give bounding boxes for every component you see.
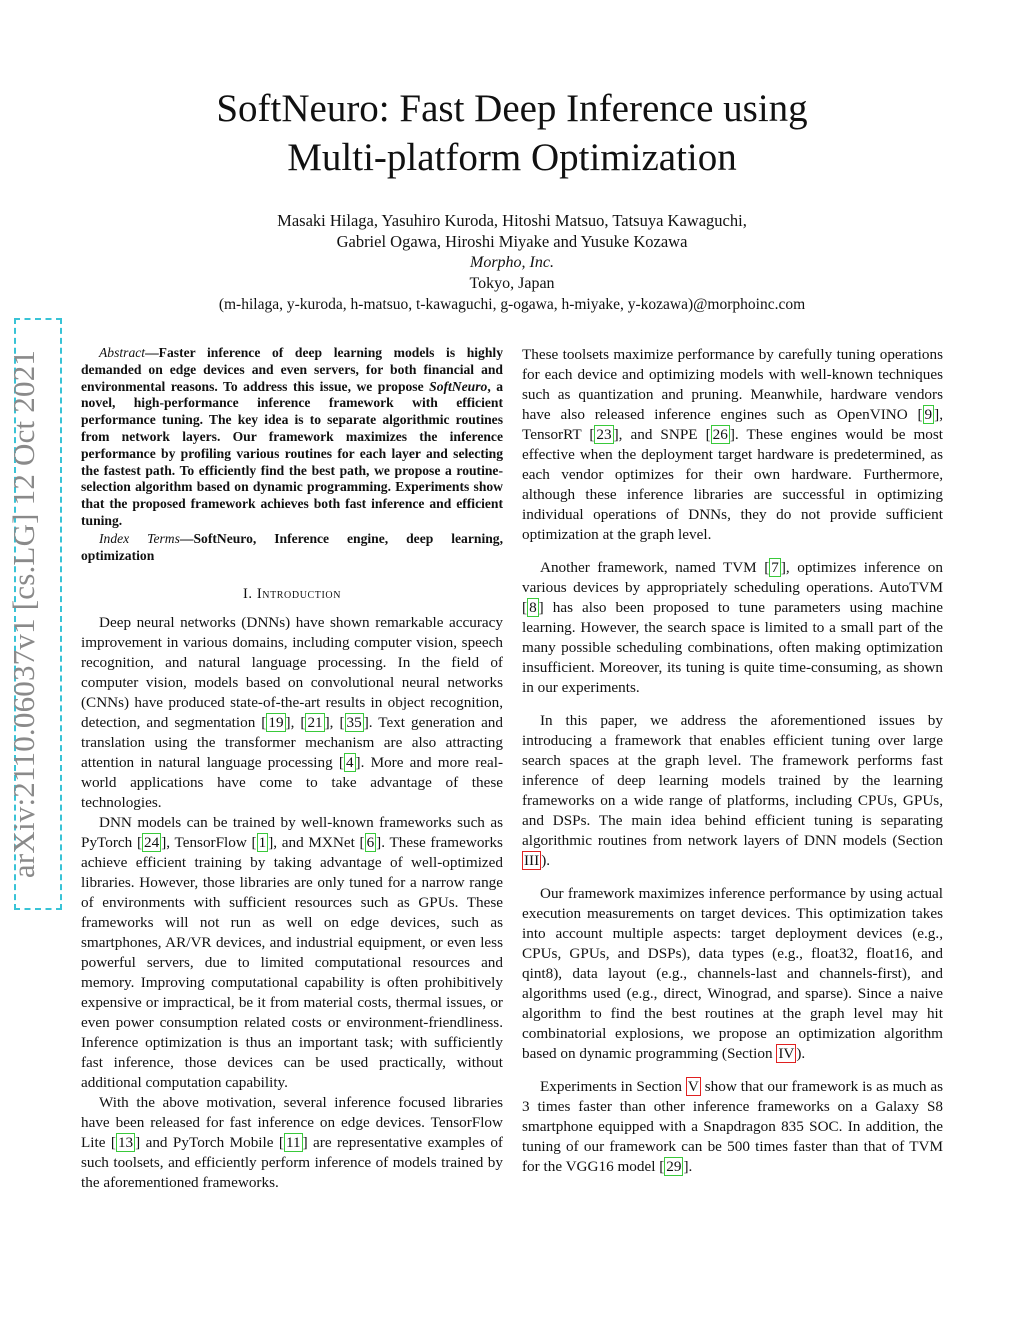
text-run: ] and PyTorch Mobile [ xyxy=(135,1134,284,1152)
left-column xyxy=(81,345,503,1193)
text-run: ] has also been proposed to tune parameters using machine learning. However, the search space is limited to a small part of the many possible scheduling combinations, often making optimization insufficient. Moreover, its tuning is quite time-consuming, as shown in our experiments. xyxy=(522,599,943,696)
citation-link[interactable]: 8 xyxy=(529,599,537,616)
text-run: show that our framework is as much as 3 times faster than other inference frameworks on a Galaxy S8 smartphone equipped with a Snapdragon 835 SOC. In addition, the tuning of our framework can be 500 times faster than that of TVM for the VGG16 model [ xyxy=(522,1078,943,1175)
text-run: ], TensorFlow [ xyxy=(161,834,257,852)
affiliation: Morpho, Inc. xyxy=(470,254,554,271)
section-link[interactable]: IV xyxy=(778,1045,795,1062)
text-run: ], and SNPE [ xyxy=(613,426,711,443)
intro-paragraph-6 xyxy=(522,711,943,871)
text-run: Our framework maximizes inference performance by using actual execution measurements on target devices. This optimization takes into account multiple aspects: target deployment devices (e.g., CPUs, GPUs, and DSPs), data types (e.g., float32, float16, and qint8), data layout (e.g., channels-last and channels-first), and algorithms used (e.g., direct, Winograd, and sparse). Since a naive algorithm to find the best routines at the graph level may hit combinatorial explosions, we propose an optimization algorithm based on dynamic programming (Section xyxy=(522,885,943,1062)
intro-paragraph-4 xyxy=(522,345,943,545)
citation-link[interactable]: 19 xyxy=(268,714,284,732)
text-run: ], [ xyxy=(285,714,306,732)
citation-link[interactable]: 4 xyxy=(345,754,354,772)
section-link[interactable]: V xyxy=(687,1078,699,1095)
abstract-softneuro: SoftNeuro xyxy=(429,378,488,394)
text-run: ], TensorRT [ xyxy=(522,406,943,443)
index-terms-dash: — xyxy=(179,530,194,546)
abstract-text-a: Faster inference of deep learning models is highly demanded on edge devices and even servers, for both financial and environmental reasons. To address this issue, we propose xyxy=(81,345,503,394)
text-run: ). xyxy=(796,1045,806,1062)
intro-paragraph-2 xyxy=(81,813,503,1093)
text-run: ], optimizes inference on various devices by appropriately scheduling operations. AutoTVM [ xyxy=(522,559,943,616)
author-emails: (m-hilaga, y-kuroda, h-matsuo, t-kawaguchi, g-ogawa, h-miyake, y-kozawa)@morphoinc.com xyxy=(218,296,806,313)
text-run: ]. These engines would be most effective when the deployment target hardware is predetermined, as each vendor optimizes for their own hardware. Furthermore, although these inference libraries are successful in optimizing individual operations of DNNs, they do not provide sufficient optimization at the graph level. xyxy=(522,426,944,543)
index-terms xyxy=(81,531,503,565)
text-run: ], and MXNet [ xyxy=(268,834,365,852)
citation-link[interactable]: 9 xyxy=(924,406,933,423)
right-column xyxy=(522,345,943,1177)
citation-link[interactable]: 23 xyxy=(596,426,612,443)
index-terms-label: Index Terms xyxy=(99,530,180,546)
citation-link[interactable]: 1 xyxy=(258,834,267,852)
authors-line-2: Gabriel Ogawa, Hiroshi Miyake and Yusuke Kozawa xyxy=(336,232,688,251)
paper-header xyxy=(0,84,1024,315)
authors-line-1: Masaki Hilaga, Yasuhiro Kuroda, Hitoshi Matsuo, Tatsuya Kawaguchi, xyxy=(277,211,747,230)
abstract xyxy=(81,345,503,530)
text-run: Another framework, named TVM [ xyxy=(540,559,770,576)
intro-paragraph-5 xyxy=(522,558,943,698)
citation-link[interactable]: 21 xyxy=(307,714,323,732)
intro-paragraph-1 xyxy=(81,613,503,813)
text-run: Deep neural networks (DNNs) have shown remarkable accuracy improvement in various domains, including computer vision, speech recognition, and natural language processing. In the field of computer vision, models based on convolutional neural networks (CNNs) have produced state-of-the-art results in object recognition, detection, and segmentation [ xyxy=(81,614,503,732)
author-list xyxy=(0,210,1024,252)
abstract-dash: — xyxy=(145,345,159,360)
section-heading: I. Introduction xyxy=(242,586,342,603)
title-line-2: Multi-platform Optimization xyxy=(287,136,737,179)
citation-link[interactable]: 6 xyxy=(366,834,375,852)
citation-link[interactable]: 13 xyxy=(117,1134,134,1152)
text-run: In this paper, we address the aforementioned issues by introducing a framework that enables efficient tuning over large search spaces at the graph level. The framework performs fast inference of deep learning models trained by the learning frameworks on a wide range of platforms, including CPUs, GPUs, and DSPs. The main idea behind efficient tuning is separating algorithmic routines from network layers of DNN models (Section xyxy=(522,712,943,849)
citation-link[interactable]: 35 xyxy=(346,714,362,732)
intro-paragraph-3 xyxy=(81,1093,503,1193)
citation-link[interactable]: 7 xyxy=(771,559,779,576)
text-run: ] are representative examples of such toolsets, and efficiently perform inference of models trained by the aforementioned frameworks. xyxy=(81,1134,503,1192)
text-run: ]. More and more real-world applications have come to take advantage of these technologies. xyxy=(81,754,504,812)
text-run: ], [ xyxy=(324,714,345,732)
citation-link[interactable]: 11 xyxy=(285,1134,301,1152)
text-run: With the above motivation, several inference focused libraries have been released for fast inference on edge devices. TensorFlow Lite [ xyxy=(81,1094,503,1152)
text-run: These toolsets maximize performance by carefully tuning operations for each device and optimizing models with well-known techniques such as quantization and pruning. Meanwhile, hardware vendors have also released inference engines such as OpenVINO [ xyxy=(522,346,943,423)
intro-paragraph-8 xyxy=(522,1077,943,1177)
text-run: DNN models can be trained by well-known frameworks such as PyTorch [ xyxy=(81,814,503,852)
paper-title xyxy=(0,84,1024,182)
intro-paragraph-7 xyxy=(522,884,943,1064)
location: Tokyo, Japan xyxy=(469,275,555,292)
section-link[interactable]: III xyxy=(524,852,540,869)
text-run: ). xyxy=(541,852,551,869)
title-line-1: SoftNeuro: Fast Deep Inference using xyxy=(216,87,808,130)
citation-link[interactable]: 24 xyxy=(144,834,160,852)
citation-link[interactable]: 29 xyxy=(666,1158,682,1175)
index-terms-text: SoftNeuro, Inference engine, deep learning, optimization xyxy=(81,530,503,563)
abstract-text-b: , a novel, high-performance inference framework with efficient performance tuning. The key idea is to separate algorithmic routines from network layers. Our framework maximizes the inference performance by profiling various routines for each layer and selecting the fastest path. To efficiently find the best path, we propose a routine-selection algorithm based on dynamic programming. Experiments show that the proposed framework achieves both fast inference and efficient tuning. xyxy=(81,378,504,528)
text-run: ]. xyxy=(683,1158,693,1175)
citation-link[interactable]: 26 xyxy=(712,426,728,443)
text-run: Experiments in Section xyxy=(540,1078,686,1095)
abstract-label: Abstract xyxy=(99,345,146,360)
text-run: ]. These frameworks achieve efficient training by taking advantage of well-optimized libraries. However, those libraries are only tuned for a narrow range of environments with sufficient resources such as GPUs. These frameworks will not run as well on edge devices, such as smartphones, AR/VR devices, and industrial equipment, or even less powerful servers, due to limited computational resources and memory. Improving computational capability is often prohibitively expensive or impractical, be it from material costs, thermal issues, or even power consumption related costs or environment-friendliness. Inference optimization is thus an important task; with sufficiently fast inference, those devices can be used practically, without additional computation capability. xyxy=(81,834,503,1092)
arxiv-stamp: arXiv:2110.06037v1 [cs.LG] 12 Oct 2021 xyxy=(6,349,41,879)
text-run: ]. Text generation and translation using the transformer mechanism are also attracting attention in natural language processing [ xyxy=(81,714,503,772)
